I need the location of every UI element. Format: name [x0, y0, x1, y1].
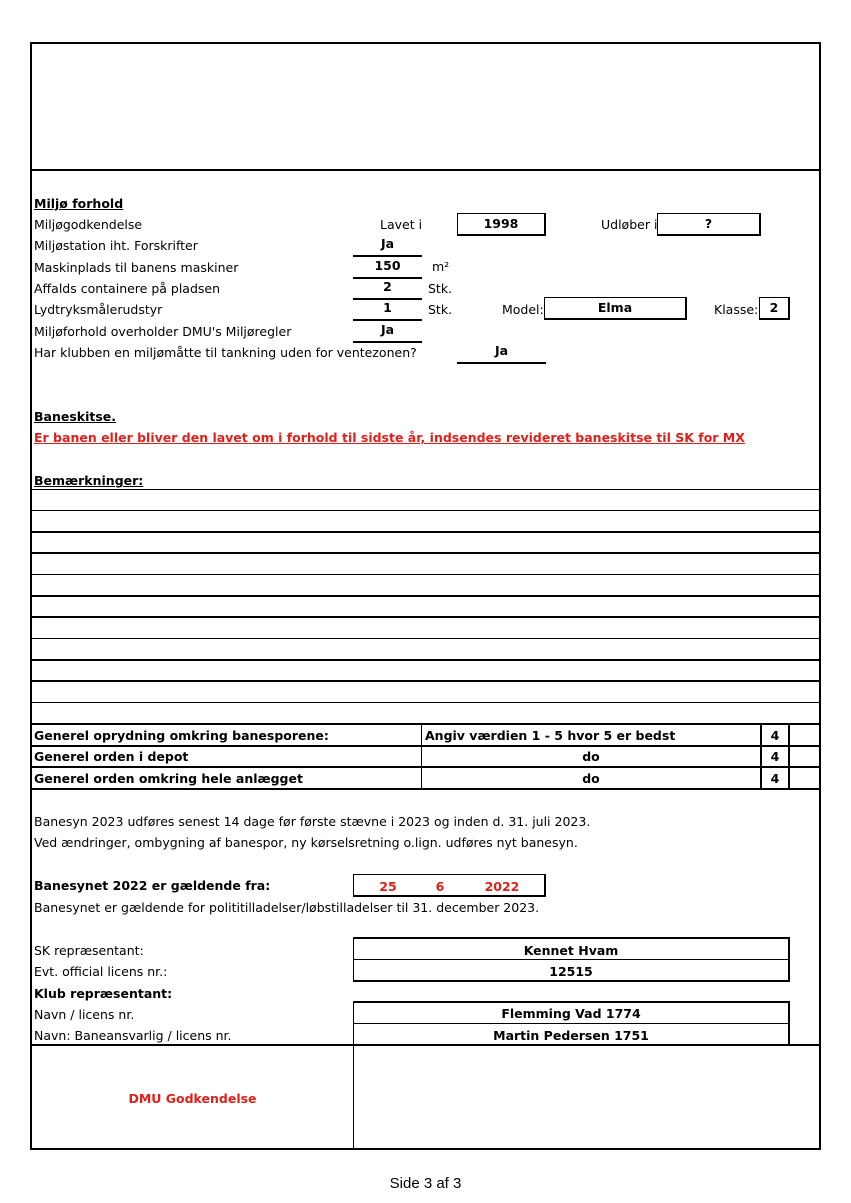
dmu-approval-label: DMU Godkendelse	[128, 1091, 257, 1106]
remarks-line	[30, 638, 821, 639]
environment-heading: Miljø forhold	[34, 196, 124, 211]
info-line: Banesyn 2023 udføres senest 14 dage før første stævne i 2023 og inden d. 31. juli 2023.	[34, 814, 591, 829]
remarks-heading: Bemærkninger:	[34, 473, 144, 488]
rating-label: Generel oprydning omkring banesporene:	[34, 728, 329, 743]
remarks-line	[30, 702, 821, 703]
club-rep-label: Klub repræsentant:	[34, 986, 173, 1001]
station-value: Ja	[353, 236, 422, 257]
sound-unit: Stk.	[428, 302, 453, 317]
rating-value: 4	[770, 749, 780, 764]
license-label: Evt. official licens nr.:	[34, 964, 168, 979]
ratings-row-line	[30, 766, 821, 768]
rating-note: Angiv værdien 1 - 5 hvor 5 er bedst	[425, 728, 676, 743]
validity-month: 6	[435, 879, 445, 894]
validity-label: Banesynet 2022 er gældende fra:	[34, 878, 271, 893]
header-divider	[30, 169, 821, 171]
approval-top-line	[30, 1044, 821, 1046]
sketch-notice: Er banen eller bliver den lavet om i forhold til sidste år, indsendes revideret baneskitse til SK for MX	[34, 430, 745, 445]
remarks-line	[30, 510, 821, 511]
club-box-line	[353, 1023, 790, 1024]
machine-area-unit: m²	[432, 259, 450, 274]
remarks-line	[30, 531, 821, 533]
remarks-line	[30, 552, 821, 554]
ratings-col-line	[788, 723, 790, 788]
rating-label: Generel orden i depot	[34, 749, 189, 764]
rating-note: do	[582, 771, 600, 786]
machine-area-label: Maskinplads til banens maskiner	[34, 260, 239, 275]
containers-label: Affalds containere på pladsen	[34, 281, 221, 296]
model-value: Elma	[544, 297, 687, 320]
rating-label: Generel orden omkring hele anlægget	[34, 771, 303, 786]
remarks-line	[30, 659, 821, 661]
info-line: Ved ændringer, ombygning af banespor, ny kørselsretning o.lign. udføres nyt banesyn.	[34, 835, 578, 850]
license-value: 12515	[549, 964, 593, 979]
sk-box-line	[353, 980, 790, 982]
remarks-line	[30, 489, 821, 490]
machine-area-value: 150	[353, 258, 422, 279]
rating-note: do	[582, 749, 600, 764]
made-in-value: 1998	[457, 213, 546, 236]
club-box-line	[788, 1001, 790, 1045]
rating-value: 4	[770, 771, 780, 786]
rules-label: Miljøforhold overholder DMU's Miljøregler	[34, 324, 292, 339]
sk-box-line	[788, 937, 790, 981]
remarks-line	[30, 574, 821, 575]
class-value: 2	[759, 297, 790, 320]
sk-box-line	[353, 959, 790, 960]
validity-day: 25	[379, 879, 397, 894]
name-license-label: Navn / licens nr.	[34, 1007, 135, 1022]
containers-value: 2	[353, 279, 422, 300]
sk-box-line	[353, 937, 790, 939]
page-number: Side 3 af 3	[389, 1175, 462, 1192]
station-label: Miljøstation iht. Forskrifter	[34, 238, 198, 253]
validity-note: Banesynet er gældende for polititilladelser/løbstilladelser til 31. december 2023.	[34, 900, 540, 915]
remarks-line	[30, 616, 821, 618]
name-license-value: Flemming Vad 1774	[501, 1006, 641, 1021]
rules-value: Ja	[353, 322, 422, 343]
ratings-top	[30, 723, 821, 725]
sound-label: Lydtryksmålerudstyr	[34, 302, 163, 317]
sketch-heading: Baneskitse.	[34, 409, 117, 424]
containers-unit: Stk.	[428, 281, 453, 296]
expires-label: Udløber i	[601, 217, 658, 232]
club-box-line	[353, 1001, 790, 1003]
sk-rep-label: SK repræsentant:	[34, 943, 144, 958]
mat-value: Ja	[457, 343, 546, 364]
approval-divider	[353, 1044, 354, 1150]
expires-value: ?	[657, 213, 761, 236]
ratings-bottom	[30, 788, 821, 790]
validity-year: 2022	[484, 879, 520, 894]
model-label: Model:	[502, 302, 544, 317]
manager-value: Martin Pedersen 1751	[493, 1028, 649, 1043]
ratings-row-line	[30, 745, 821, 747]
remarks-line	[30, 680, 821, 682]
rating-value: 4	[770, 728, 780, 743]
approval-label: Miljøgodkendelse	[34, 217, 143, 232]
mat-label: Har klubben en miljømåtte til tankning uden for ventezonen?	[34, 345, 417, 360]
manager-label: Navn: Baneansvarlig / licens nr.	[34, 1028, 232, 1043]
made-in-label: Lavet i	[380, 217, 423, 232]
sound-value: 1	[353, 300, 422, 321]
sk-rep-value: Kennet Hvam	[523, 943, 619, 958]
class-label: Klasse:	[714, 302, 759, 317]
remarks-line	[30, 595, 821, 597]
